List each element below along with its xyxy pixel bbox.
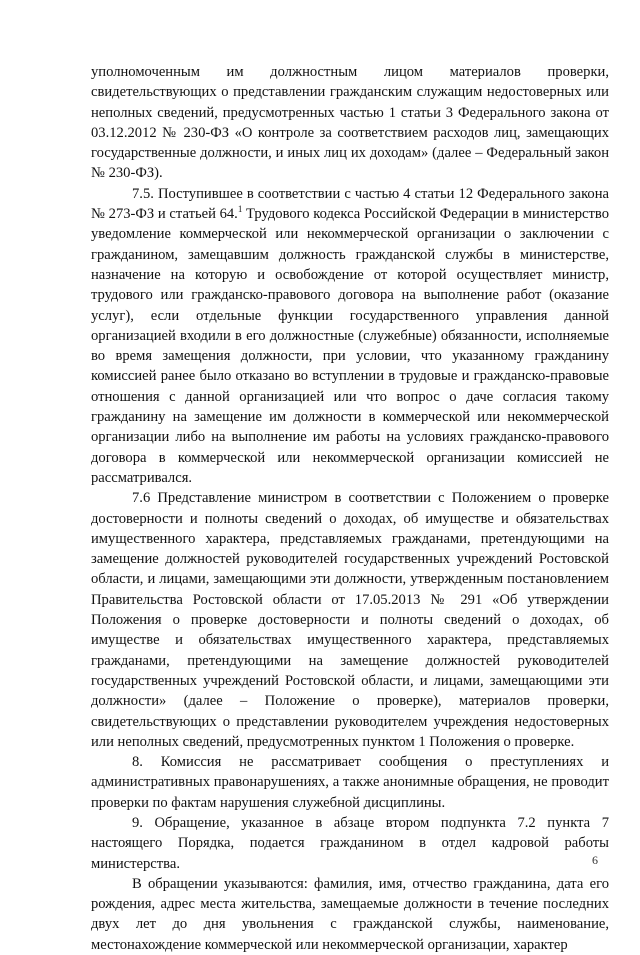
paragraph-8: 8. Комиссия не рассматривает сообщения о преступлениях и административных правонарушениях, а также анонимные обращения, не проводит проверки по фактам нарушения служебной дисциплины. [91,754,609,811]
paragraph-7-5 [91,184,609,488]
paragraph-7-5-text-start: 7.5. Поступившее в соответствии с частью 4 статьи 12 Федерального закона № 273-ФЗ и статьей 64. [91,185,609,223]
page-number: 6 [592,853,598,867]
paragraph-9-details: В обращении указываются: фамилия, имя, отчество гражданина, дата его рождения, адрес места жительства, замещаемые должности в течение последних двух лет до дня увольнения с гражданской службы, наименование, местонахождение коммерческой или некоммерческой организации, характер [91,875,609,953]
paragraph-continuation: уполномоченным им должностным лицом материалов проверки, свидетельствующих о представлении гражданским служащим недостоверных или неполных сведений, предусмотренных частью 1 статьи 3 Федерального закона от 03.12.2012 № 230-ФЗ «О контроле за соответствием расходов лиц, замещающих государственные должности, и иных лиц их доходам» (далее – Федеральный закон № 230-ФЗ). [91,64,609,182]
paragraph-7-6: 7.6 Представление министром в соответствии с Положением о проверке достоверности и полноты сведений о доходах, об имуществе и обязательствах имущественного характера, представляемых гражданами, претендующими на замещение должностей руководителей государственных учреждений Ростовской области, и лицами, замещающими эти должности, утвержденным постановлением Правительства Ростовской области от 17.05.2013 № 291 «Об утверждении Положения о проверке достоверности и полноты сведений о доходах, об имуществе и обязательствах имущественного характера, представляемых гражданами, претендующими на замещение должностей руководителей государственных учреждений Ростовской области, и лицами, замещающими эти должности» (далее – Положение о проверке), материалов проверки, свидетельствующих о представлении руководителем учреждения недостоверных или неполных сведений, предусмотренных пунктом 1 Положения о проверке. [91,490,609,750]
paragraph-9: 9. Обращение, указанное в абзаце втором подпункта 7.2 пункта 7 настоящего Порядка, подается гражданином в отдел кадровой работы министерства. [91,814,609,872]
footnote-superscript: 1 [237,204,243,215]
document-body [91,62,609,955]
paragraph-7-5-text-end: Трудового кодекса Российской Федерации в министерство уведомление коммерческой или некоммерческой организации о заключении с гражданином, замещавшим должность гражданской службы в министерстве, назначение на которую и освобождение от которой осуществляет министр, трудового или гражданско-правового договора на выполнение работ (оказание услуг), если отдельные функции государственного управления данной организацией входили в его должностные (служебные) обязанности, исполняемые во время замещения должности, при условии, что указанному гражданину комиссией ранее было отказано во вступлении в трудовые и гражданско-правовые отношения с данной организацией или что вопрос о даче согласия такому гражданину на замещение им должности в коммерческой или некоммерческой организации либо на выполнение им работы на условиях гражданско-правового договора в коммерческой или некоммерческой организации комиссией не рассматривался. [91,206,609,486]
